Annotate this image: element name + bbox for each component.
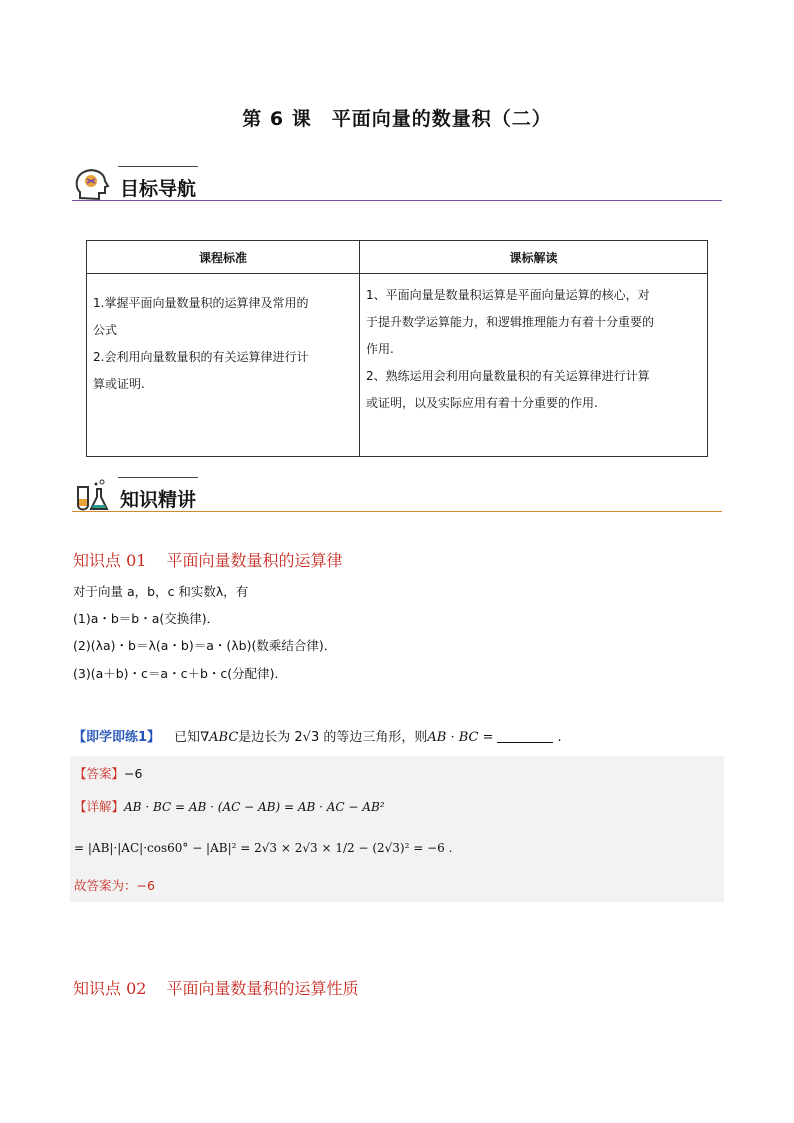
answer-value: −6 xyxy=(124,766,143,781)
knowledge-point-number: 知识点 01 xyxy=(73,551,147,570)
detail-line-2 xyxy=(74,840,452,855)
header-bottom-rule xyxy=(72,511,722,512)
practice-text: . xyxy=(557,730,562,745)
table-cell-standard xyxy=(87,274,360,457)
text-line: 2、熟练运用会利用向量数量积的有关运算律进行计算 xyxy=(366,369,650,383)
header-bottom-rule xyxy=(72,200,722,201)
practice-expression: AB · BC = xyxy=(427,730,494,745)
text-line: 2.会利用向量数量积的有关运算律进行计 xyxy=(93,350,309,364)
table-header-interpretation: 课标解读 xyxy=(360,241,708,274)
detail-line-1 xyxy=(74,797,385,815)
knowledge-point-number: 知识点 02 xyxy=(73,979,147,998)
text-line: 作用. xyxy=(366,342,394,356)
knowledge-point-1-title xyxy=(73,548,342,571)
page-title: 第 6 课 平面向量的数量积（二） xyxy=(242,108,552,130)
answer-tag: 【答案】 xyxy=(74,766,125,781)
conclusion-text: 故答案为：−6 xyxy=(74,878,155,893)
answer-line xyxy=(74,764,142,782)
section-label-goals: 目标导航 xyxy=(120,178,197,200)
practice-triangle: ∇ABC xyxy=(200,730,239,745)
text-line: 或证明，以及实际应用有着十分重要的作用. xyxy=(366,396,598,410)
section-label-knowledge: 知识精讲 xyxy=(120,489,197,511)
text-line: 于提升数学运算能力，和逻辑推理能力有着十分重要的 xyxy=(366,315,655,329)
rule-line: 对于向量 a，b，c 和实数λ，有 xyxy=(73,584,249,599)
knowledge-point-name: 平面向量数量积的运算性质 xyxy=(166,979,359,998)
text-line: 1、平面向量是数量积运算是平面向量运算的核心，对 xyxy=(366,288,650,302)
practice-text: 是边长为 2√3 的等边三角形，则 xyxy=(238,730,428,745)
rule-line: (1)a・b＝b・a(交换律)． xyxy=(73,611,220,626)
answer-box xyxy=(70,756,724,902)
answer-blank xyxy=(497,742,553,743)
knowledge-point-2-title xyxy=(73,976,358,999)
header-top-rule xyxy=(118,477,198,478)
table-cell-interpretation xyxy=(360,274,708,457)
detail-formula: AB · BC = AB · (AC − AB) = AB · AC − AB² xyxy=(124,800,385,814)
knowledge-point-name: 平面向量数量积的运算律 xyxy=(166,551,343,570)
rule-line: (3)(a＋b)・c＝a・c＋b・c(分配律)． xyxy=(73,666,288,681)
practice-tag: 【即学即练1】 xyxy=(73,730,161,745)
practice-text: 已知 xyxy=(174,730,201,745)
text-line: 算或证明. xyxy=(93,377,145,391)
detail-tag: 【详解】 xyxy=(74,799,125,814)
section-header-knowledge xyxy=(72,475,722,519)
detail-formula: = |AB|·|AC|·cos60° − |AB|² = 2√3 × 2√3 × 1/2 − (2√3)² = −6 . xyxy=(74,841,453,855)
standards-table xyxy=(86,240,708,457)
text-line: 1.掌握平面向量数量积的运算律及常用的 xyxy=(93,296,309,310)
text-line: 公式 xyxy=(93,323,118,337)
rule-line: (2)(λa)・b＝λ(a・b)＝a・(λb)(数乘结合律)． xyxy=(73,638,337,653)
table-header-standard: 课程标准 xyxy=(87,241,360,274)
conclusion-line xyxy=(74,876,155,894)
header-top-rule xyxy=(118,166,198,167)
practice-question xyxy=(73,726,562,745)
section-header-goals xyxy=(72,164,722,208)
